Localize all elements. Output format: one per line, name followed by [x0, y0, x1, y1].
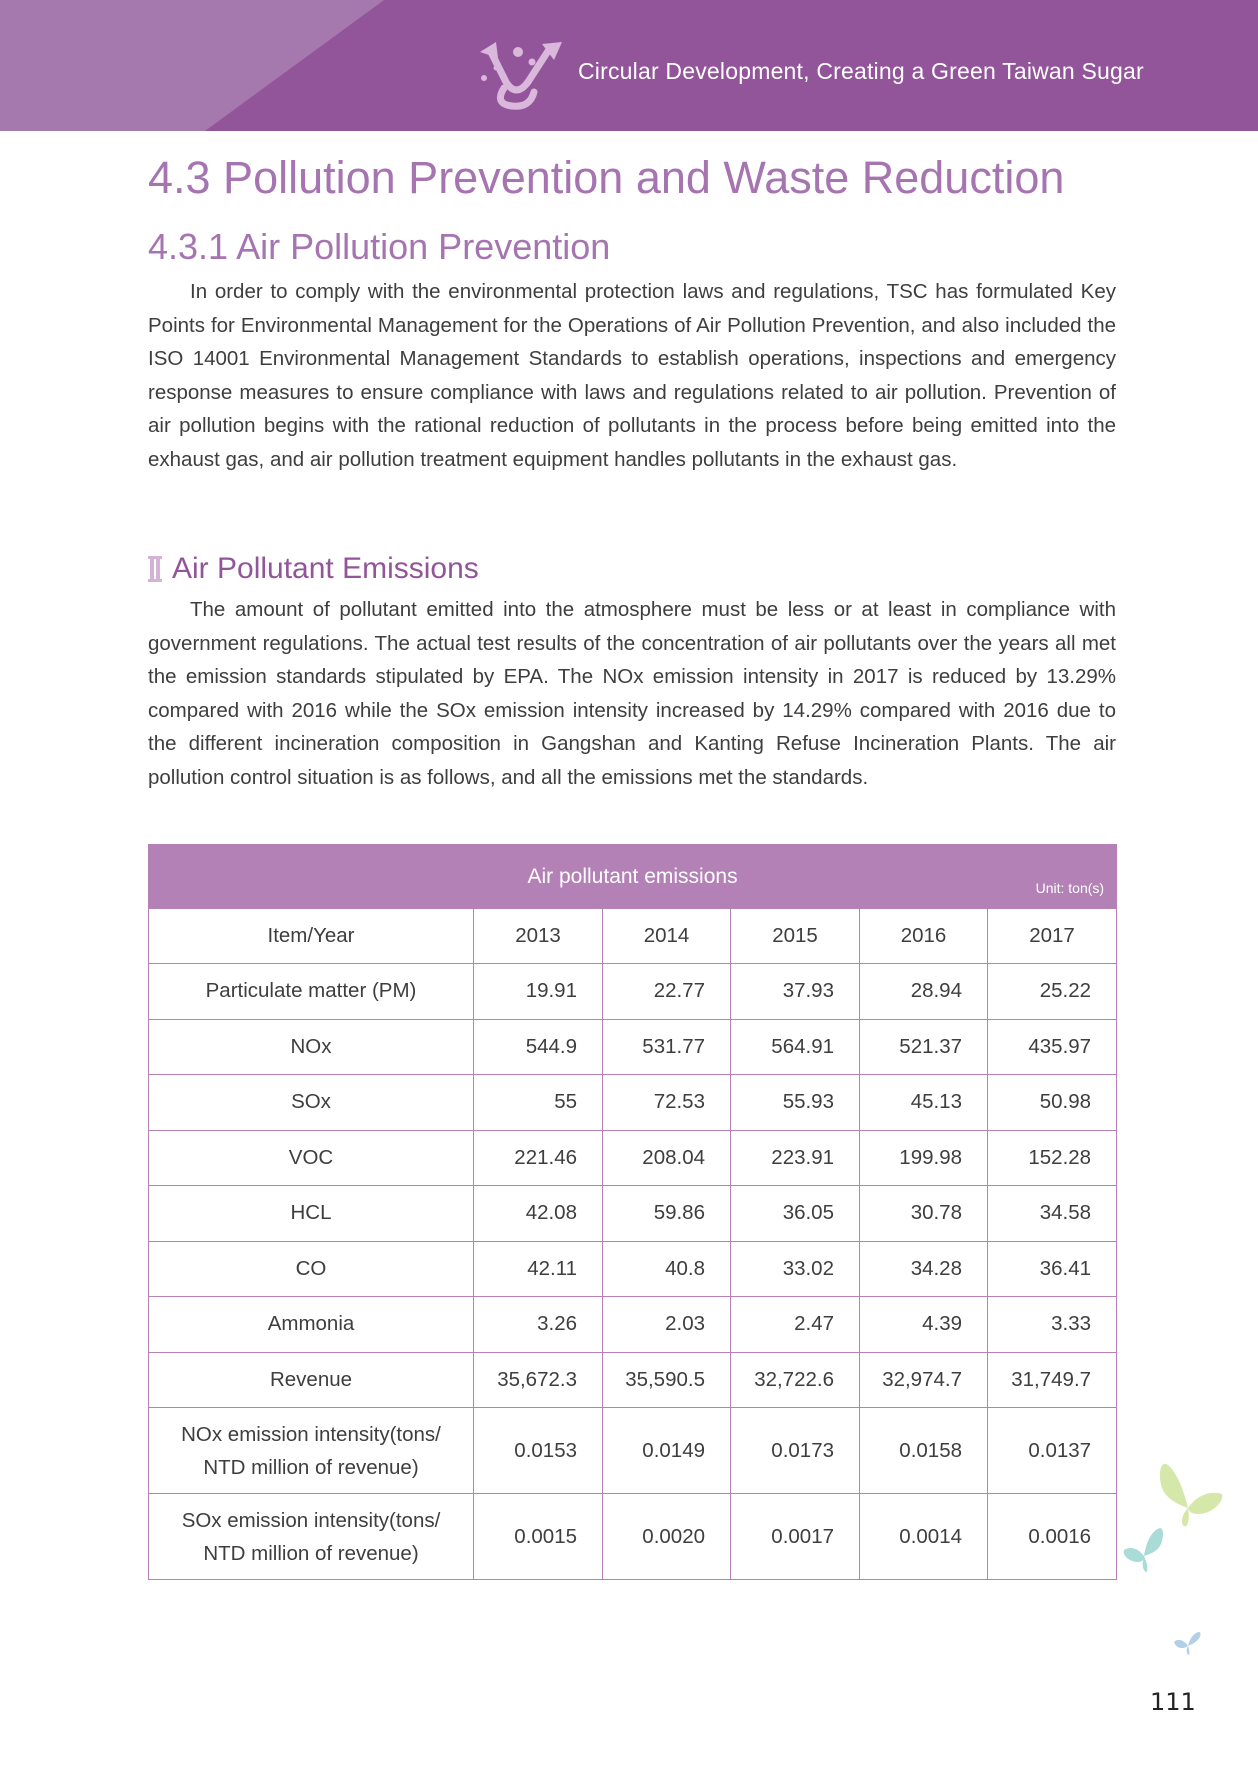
- table-cell: 531.77: [603, 1019, 731, 1075]
- table-cell: 4.39: [860, 1297, 988, 1353]
- table-unit: Unit: ton(s): [1035, 880, 1105, 896]
- table-cell: 72.53: [603, 1075, 731, 1131]
- table-row: [149, 964, 1117, 1020]
- row-label: SOx: [149, 1075, 474, 1131]
- table-cell: 35,590.5: [603, 1352, 731, 1408]
- row-label: HCL: [149, 1186, 474, 1242]
- row-label-line: SOx emission intensity(tons/: [181, 1508, 441, 1532]
- row-label: VOC: [149, 1130, 474, 1186]
- emissions-paragraph: The amount of pollutant emitted into the atmosphere must be less or at least in compliance with government regulations. The actual test results of the concentration of air pollutants over the years all met the emission standards stipulated by EPA. The NOx emission intensity in 2017 is reduced by 13.29% compared with 2016 while the SOx emission intensity increased by 14.29% compared with 2016 due to the different incineration composition in Gangshan and Kanting Refuse Incineration Plants. The air pollution control situation is as follows, and all the emissions met the standards.: [148, 598, 1116, 789]
- column-header: 2013: [474, 909, 603, 964]
- row-label: CO: [149, 1241, 474, 1297]
- table-cell: 152.28: [988, 1130, 1117, 1186]
- butterfly-icon: [1174, 1628, 1202, 1656]
- table-cell: 0.0173: [731, 1408, 860, 1494]
- table-cell: 55.93: [731, 1075, 860, 1131]
- header-banner: [0, 0, 1258, 131]
- table-cell: 35,672.3: [474, 1352, 603, 1408]
- table-cell: 36.41: [988, 1241, 1117, 1297]
- table-cell: 0.0014: [860, 1494, 988, 1580]
- table-row: [149, 1494, 1117, 1580]
- header-title: Circular Development, Creating a Green Taiwan Sugar: [578, 58, 1144, 84]
- table-cell: 435.97: [988, 1019, 1117, 1075]
- page-number: 111: [1150, 1688, 1196, 1716]
- table-cell: 42.11: [474, 1241, 603, 1297]
- row-label: [149, 1408, 474, 1494]
- table-cell: 42.08: [474, 1186, 603, 1242]
- column-header: 2016: [860, 909, 988, 964]
- table-cell: 0.0153: [474, 1408, 603, 1494]
- row-label: Ammonia: [149, 1297, 474, 1353]
- table-cell: 3.33: [988, 1297, 1117, 1353]
- table-caption: Air pollutant emissions: [527, 864, 738, 888]
- table-row: [149, 1241, 1117, 1297]
- table-cell: 208.04: [603, 1130, 731, 1186]
- table-cell: 25.22: [988, 964, 1117, 1020]
- table-cell: 223.91: [731, 1130, 860, 1186]
- table-cell: 0.0015: [474, 1494, 603, 1580]
- row-label: [149, 1494, 474, 1580]
- table-row: [149, 1019, 1117, 1075]
- table-cell: 2.03: [603, 1297, 731, 1353]
- column-header: 2017: [988, 909, 1117, 964]
- table-cell: 33.02: [731, 1241, 860, 1297]
- row-label-line: NTD million of revenue): [203, 1541, 419, 1565]
- table-cell: 2.47: [731, 1297, 860, 1353]
- table-caption-cell: [149, 845, 1117, 909]
- table-cell: 31,749.7: [988, 1352, 1117, 1408]
- table-row: [149, 1352, 1117, 1408]
- column-header: Item/Year: [149, 909, 474, 964]
- section-heading: 4.3 Pollution Prevention and Waste Reduction: [148, 152, 1065, 203]
- table-cell: 0.0020: [603, 1494, 731, 1580]
- table-cell: 40.8: [603, 1241, 731, 1297]
- table-cell: 37.93: [731, 964, 860, 1020]
- taiwan-sugar-logo-icon: [476, 38, 568, 112]
- table-cell: 50.98: [988, 1075, 1117, 1131]
- subsection-heading: 4.3.1 Air Pollution Prevention: [148, 226, 611, 267]
- table-cell: 28.94: [860, 964, 988, 1020]
- table-cell: 564.91: [731, 1019, 860, 1075]
- table-cell: 3.26: [474, 1297, 603, 1353]
- row-label-line: NOx emission intensity(tons/: [181, 1422, 441, 1446]
- row-label-line: NTD million of revenue): [203, 1455, 419, 1479]
- table-cell: 0.0149: [603, 1408, 731, 1494]
- table-cell: 0.0016: [988, 1494, 1117, 1580]
- table-cell: 22.77: [603, 964, 731, 1020]
- table-cell: 45.13: [860, 1075, 988, 1131]
- table-cell: 55: [474, 1075, 603, 1131]
- table-cell: 199.98: [860, 1130, 988, 1186]
- butterfly-icon: [1122, 1526, 1166, 1574]
- table-cell: 0.0017: [731, 1494, 860, 1580]
- table-cell: 0.0158: [860, 1408, 988, 1494]
- table-cell: 32,722.6: [731, 1352, 860, 1408]
- table-row: [149, 1186, 1117, 1242]
- table-cell: 34.28: [860, 1241, 988, 1297]
- row-label: Revenue: [149, 1352, 474, 1408]
- table-cell: 30.78: [860, 1186, 988, 1242]
- emissions-table-container: [148, 844, 1116, 1580]
- table-cell: 544.9: [474, 1019, 603, 1075]
- emissions-heading: [148, 549, 479, 589]
- intro-paragraph: In order to comply with the environmental protection laws and regulations, TSC has formulated Key Points for Environmental Management for the Operations of Air Pollution Prevention, and also included the ISO 14001 Environmental Management Standards to establish operations, inspections and emergency response measures to ensure compliance with laws and regulations related to air pollution. Prevention of air pollution begins with the rational reduction of pollutants in the process before being emitted into the exhaust gas, and air pollution treatment equipment handles pollutants in the exhaust gas.: [148, 280, 1116, 471]
- row-label: NOx: [149, 1019, 474, 1075]
- table-row: [149, 1408, 1117, 1494]
- table-cell: 0.0137: [988, 1408, 1117, 1494]
- table-cell: 36.05: [731, 1186, 860, 1242]
- column-header: 2015: [731, 909, 860, 964]
- table-cell: 521.37: [860, 1019, 988, 1075]
- table-cell: 19.91: [474, 964, 603, 1020]
- emissions-table: [148, 844, 1117, 1580]
- table-cell: 34.58: [988, 1186, 1117, 1242]
- heading-marker-icon: [148, 556, 162, 582]
- table-cell: 59.86: [603, 1186, 731, 1242]
- table-header-row: [149, 909, 1117, 964]
- column-header: 2014: [603, 909, 731, 964]
- emissions-heading-text: Air Pollutant Emissions: [172, 552, 479, 585]
- table-cell: 32,974.7: [860, 1352, 988, 1408]
- row-label: Particulate matter (PM): [149, 964, 474, 1020]
- butterfly-icon: [1152, 1462, 1224, 1528]
- table-row: [149, 1130, 1117, 1186]
- table-cell: 221.46: [474, 1130, 603, 1186]
- table-row: [149, 1297, 1117, 1353]
- table-row: [149, 1075, 1117, 1131]
